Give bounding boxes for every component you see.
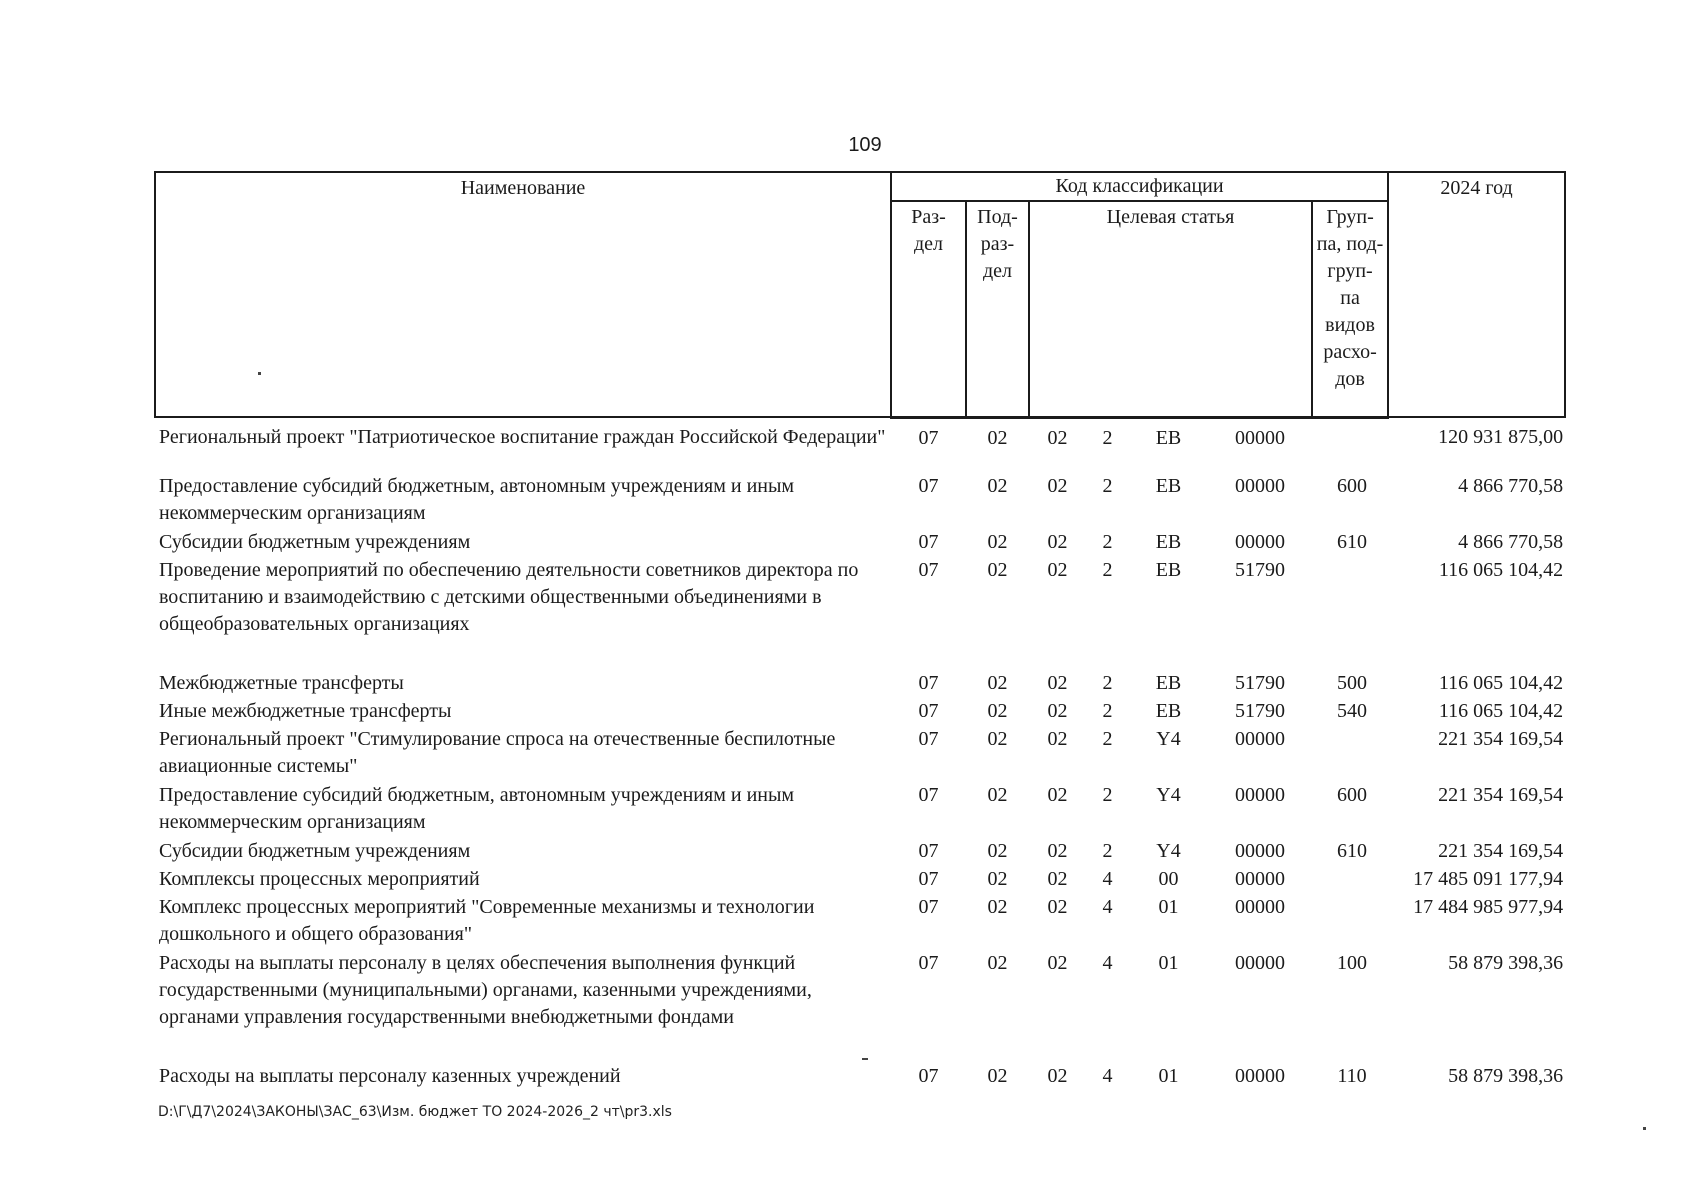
row-name: Иные межбюджетные трансферты [159, 700, 452, 722]
row-amount: 221 354 169,54 [1438, 784, 1564, 806]
row-expense-group: 500 [1337, 672, 1368, 694]
table-row [155, 670, 1565, 698]
row-target-code-1: 02 [1047, 531, 1068, 553]
row-target-code-1: 02 [1047, 1065, 1068, 1087]
row-name: Региональный проект "Стимулирование спроса на отечественные беспилотные авиационные системы" [159, 728, 836, 777]
row-section: 07 [918, 896, 939, 918]
scan-speck [1643, 1127, 1646, 1130]
file-path-footer: D:\Г\Д7\2024\ЗАКОНЫ\ЗАС_63\Изм. бюджет ТО 2024-2026_2 чт\pr3.xls [158, 1104, 672, 1120]
row-target-code-1: 02 [1047, 700, 1068, 722]
row-subsection: 02 [987, 784, 1008, 806]
row-target-code-3: 01 [1158, 896, 1179, 918]
row-target-code-4: 00000 [1235, 1065, 1285, 1087]
row-subsection: 02 [987, 700, 1008, 722]
row-target-code-2: 4 [1102, 896, 1113, 918]
row-target-code-4: 00000 [1235, 784, 1285, 806]
column-header-name: Наименование [155, 172, 891, 417]
row-target-code-2: 2 [1102, 475, 1113, 497]
table-row [155, 1063, 1565, 1091]
row-target-code-2: 4 [1102, 868, 1113, 890]
table-row [155, 698, 1565, 726]
row-target-code-4: 00000 [1235, 840, 1285, 862]
column-header-year: 2024 год [1388, 172, 1565, 417]
row-subsection: 02 [987, 672, 1008, 694]
row-target-code-3: ЕВ [1155, 672, 1182, 694]
row-target-code-2: 2 [1102, 840, 1113, 862]
row-expense-group [1312, 557, 1388, 670]
row-target-code-3: ЕВ [1155, 426, 1182, 449]
row-target-code-2: 2 [1102, 426, 1113, 449]
row-target-code-4: 00000 [1235, 868, 1285, 890]
table-row [155, 417, 1565, 473]
row-subsection: 02 [987, 896, 1008, 918]
row-target-code-1: 02 [1047, 896, 1068, 918]
table-body [155, 417, 1565, 1091]
row-target-code-4: 00000 [1235, 728, 1285, 750]
page-number: 109 [848, 134, 882, 156]
row-amount: 221 354 169,54 [1438, 728, 1564, 750]
row-name: Расходы на выплаты персоналу в целях обеспечения выполнения функций государственными (муниципальными) органами, казенными учреждениями, органами управления государственными внебюджетными фондами [159, 952, 812, 1028]
row-section: 07 [918, 672, 939, 694]
row-subsection: 02 [987, 868, 1008, 890]
row-section: 07 [918, 475, 939, 497]
row-name: Субсидии бюджетным учреждениям [159, 840, 471, 862]
scan-speck [862, 1058, 868, 1060]
row-target-code-4: 51790 [1235, 672, 1285, 694]
row-target-code-2: 2 [1102, 531, 1113, 553]
row-target-code-3: ЕВ [1155, 531, 1182, 553]
row-section: 07 [918, 700, 939, 722]
row-expense-group: 600 [1337, 475, 1368, 497]
row-target-code-1: 02 [1047, 728, 1068, 750]
row-target-code-3: ЕВ [1155, 700, 1182, 722]
row-target-code-4: 00000 [1235, 426, 1285, 449]
row-name: Предоставление субсидий бюджетным, автономным учреждениям и иным некоммерческим организациям [159, 475, 795, 524]
row-target-code-1: 02 [1047, 559, 1068, 581]
row-section: 07 [918, 840, 939, 862]
row-target-code-1: 02 [1047, 475, 1068, 497]
row-name: Комплекс процессных мероприятий "Современные механизмы и технологии дошкольного и общего образования" [159, 896, 815, 945]
row-expense-group [1312, 726, 1388, 782]
table-row [155, 950, 1565, 1063]
row-target-code-3: Y4 [1156, 840, 1181, 862]
row-target-code-1: 02 [1047, 840, 1068, 862]
row-amount: 58 879 398,36 [1448, 952, 1564, 974]
column-header-expense-group: Груп- па, под- груп- па видов расхо- дов [1312, 201, 1388, 417]
budget-table [154, 171, 1566, 1091]
row-name: Расходы на выплаты персоналу казенных учреждений [159, 1065, 621, 1087]
row-amount: 221 354 169,54 [1438, 840, 1564, 862]
row-section: 07 [918, 426, 939, 449]
row-subsection: 02 [987, 952, 1008, 974]
row-subsection: 02 [987, 531, 1008, 553]
row-target-code-1: 02 [1047, 672, 1068, 694]
row-target-code-4: 00000 [1235, 952, 1285, 974]
row-target-code-4: 51790 [1235, 700, 1285, 722]
row-subsection: 02 [987, 559, 1008, 581]
row-expense-group: 610 [1337, 531, 1368, 553]
row-subsection: 02 [987, 475, 1008, 497]
row-target-code-4: 51790 [1235, 559, 1285, 581]
row-expense-group: 600 [1337, 784, 1368, 806]
row-target-code-2: 2 [1102, 784, 1113, 806]
table-header [155, 172, 1565, 417]
row-name: Предоставление субсидий бюджетным, автономным учреждениям и иным некоммерческим организациям [159, 784, 795, 833]
row-target-code-4: 00000 [1235, 531, 1285, 553]
row-expense-group: 540 [1337, 700, 1368, 722]
row-target-code-4: 00000 [1235, 475, 1285, 497]
table-row [155, 894, 1565, 950]
row-expense-group: 610 [1337, 840, 1368, 862]
row-amount: 116 065 104,42 [1438, 700, 1564, 722]
row-section: 07 [918, 728, 939, 750]
row-target-code-2: 4 [1102, 952, 1113, 974]
row-target-code-4: 00000 [1235, 896, 1285, 918]
column-header-section: Раз- дел [891, 201, 966, 417]
row-expense-group: 100 [1337, 952, 1368, 974]
row-amount: 17 484 985 977,94 [1413, 896, 1564, 918]
row-section: 07 [918, 784, 939, 806]
row-amount: 4 866 770,58 [1458, 531, 1564, 553]
row-target-code-2: 2 [1102, 672, 1113, 694]
row-amount: 116 065 104,42 [1438, 559, 1564, 581]
row-target-code-2: 2 [1102, 700, 1113, 722]
table-row [155, 473, 1565, 529]
row-target-code-3: 01 [1158, 1065, 1179, 1087]
row-target-code-3: ЕВ [1155, 475, 1182, 497]
row-section: 07 [918, 952, 939, 974]
column-header-target-article: Целевая статья [1029, 201, 1312, 417]
column-header-subsection: Под- раз- дел [966, 201, 1029, 417]
row-expense-group: 110 [1337, 1065, 1367, 1087]
row-target-code-3: Y4 [1156, 784, 1181, 806]
row-target-code-1: 02 [1047, 868, 1068, 890]
row-amount: 17 485 091 177,94 [1413, 868, 1564, 890]
row-subsection: 02 [987, 728, 1008, 750]
row-target-code-1: 02 [1047, 784, 1068, 806]
row-amount: 4 866 770,58 [1458, 475, 1564, 497]
row-section: 07 [918, 868, 939, 890]
row-section: 07 [918, 1065, 939, 1087]
row-name: Региональный проект "Патриотическое воспитание граждан Российской Федерации" [159, 426, 886, 448]
row-name: Комплексы процессных мероприятий [159, 868, 480, 890]
row-target-code-2: 2 [1102, 559, 1113, 581]
row-name: Субсидии бюджетным учреждениям [159, 531, 471, 553]
row-name: Межбюджетные трансферты [159, 672, 404, 694]
row-target-code-1: 02 [1047, 426, 1068, 449]
row-amount: 120 931 875,00 [1438, 426, 1564, 448]
table-row [155, 782, 1565, 838]
row-expense-group [1312, 417, 1388, 473]
table-row [155, 838, 1565, 866]
row-subsection: 02 [987, 840, 1008, 862]
row-target-code-3: 01 [1158, 952, 1179, 974]
row-target-code-3: 00 [1158, 868, 1179, 890]
row-amount: 116 065 104,42 [1438, 672, 1564, 694]
row-target-code-2: 2 [1102, 728, 1113, 750]
table-row [155, 529, 1565, 557]
row-target-code-2: 4 [1102, 1065, 1113, 1087]
row-name: Проведение мероприятий по обеспечению деятельности советников директора по воспитанию и взаимодействию с детскими общественными объединениями в общеобразовательных организациях [159, 559, 859, 635]
table-row [155, 557, 1565, 670]
row-expense-group [1312, 894, 1388, 950]
row-target-code-3: Y4 [1156, 728, 1181, 750]
row-subsection: 02 [987, 426, 1008, 449]
row-subsection: 02 [987, 1065, 1008, 1087]
scan-speck [258, 372, 261, 375]
table-row [155, 726, 1565, 782]
row-target-code-3: ЕВ [1155, 559, 1182, 581]
row-section: 07 [918, 559, 939, 581]
row-amount: 58 879 398,36 [1448, 1065, 1564, 1087]
row-target-code-1: 02 [1047, 952, 1068, 974]
row-expense-group [1312, 866, 1388, 894]
column-header-classification: Код классификации [891, 172, 1388, 201]
table-row [155, 866, 1565, 894]
row-section: 07 [918, 531, 939, 553]
